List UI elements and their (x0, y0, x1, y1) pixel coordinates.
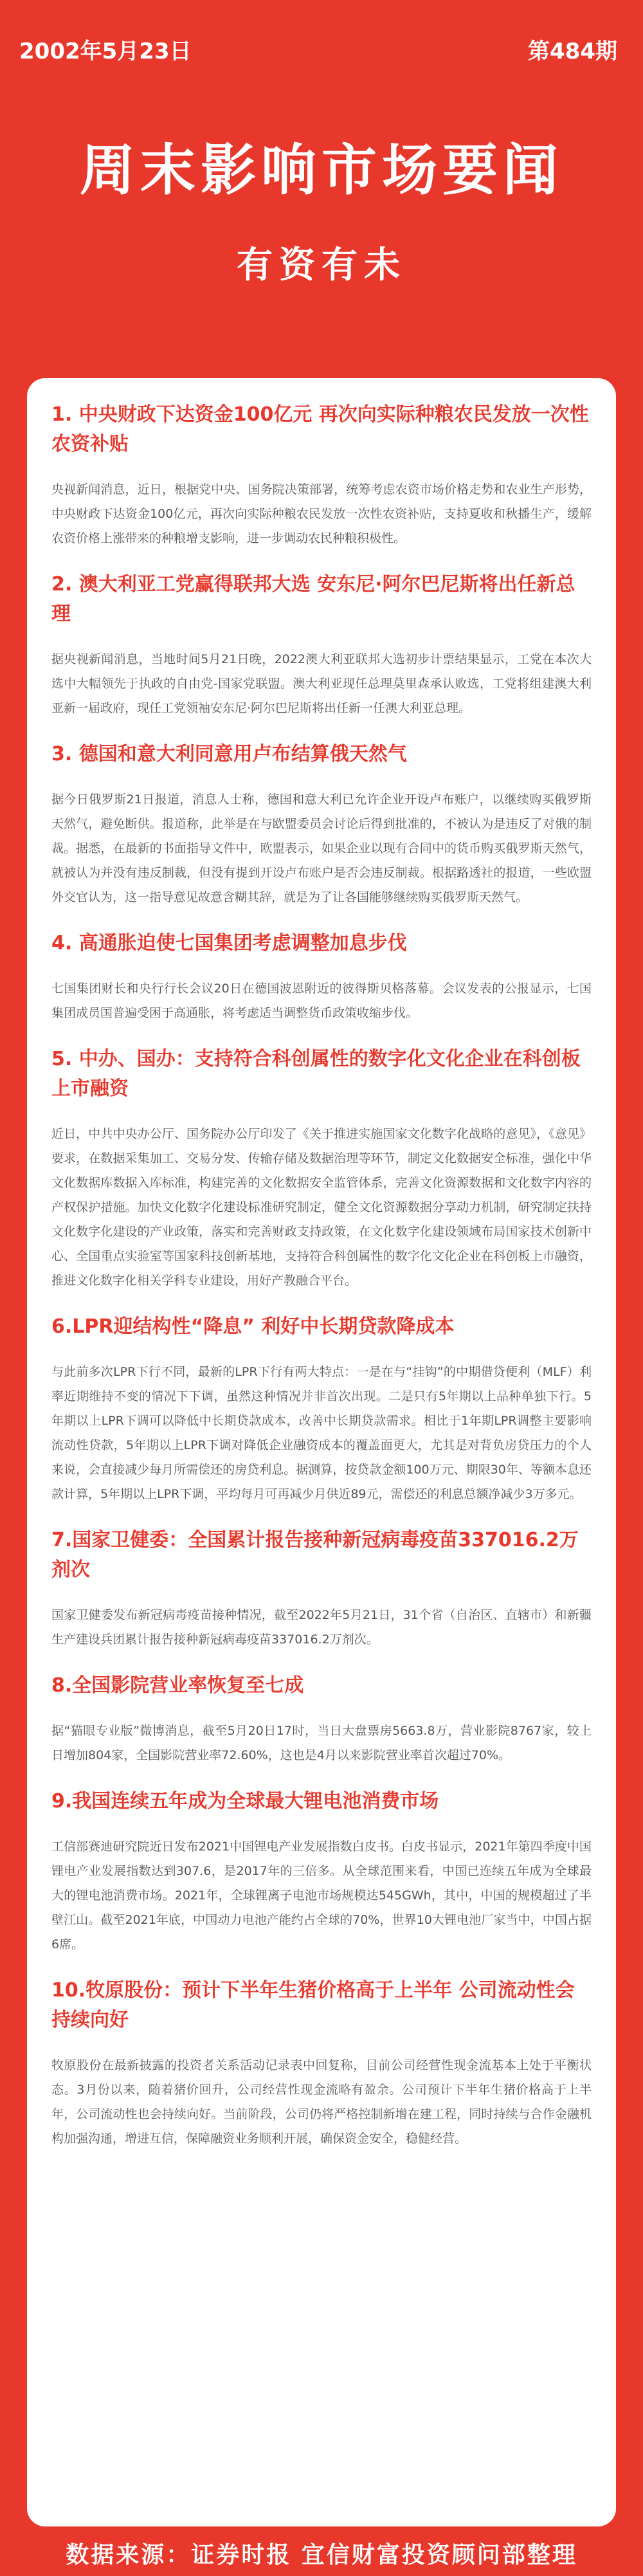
news-body: 据“猫眼专业版”微博消息，截至5月20日17时，当日大盘票房5663.8万，营业影院8767家，较上日增加804家，全国影院营业率72.60%，这也是4月以来影院营业率首次超过70%。 (51, 1724, 592, 1762)
news-heading: 9.我国连续五年成为全球最大锂电池消费市场 (51, 1790, 439, 1813)
top-bar (0, 0, 643, 96)
news-item (51, 1045, 592, 1293)
news-heading: 4. 高通胀迫使七国集团考虑调整加息步伐 (51, 932, 407, 955)
news-heading: 3. 德国和意大利同意用卢布结算俄天然气 (51, 743, 407, 765)
news-item (51, 1787, 592, 1957)
news-item (51, 1671, 592, 1768)
news-body: 国家卫健委发布新冠病毒疫苗接种情况，截至2022年5月21日，31个省（自治区、直辖市）和新疆生产建设兵团累计报告接种新冠病毒疫苗337016.2万剂次。 (51, 1608, 592, 1647)
page-subtitle: 有资有未 (237, 244, 406, 286)
news-heading: 7.国家卫健委：全国累计报告接种新冠病毒疫苗337016.2万剂次 (51, 1529, 579, 1581)
publish-date: 2002年5月23日 (19, 39, 192, 64)
news-body: 与此前多次LPR下行不同，最新的LPR下行有两大特点：一是在与“挂钩”的中期借贷便利（MLF）利率近期维持不变的情况下下调，虽然这种情况并非首次出现。二是只有5年期以上品种单独下行。5年期以上LPR下调可以降低中长期贷款成本，改善中长期贷款需求。相比于1年期LPR调整主要影响流动性贷款，5年期以上LPR下调对降低企业融资成本的覆盖面更大，尤其是对背负房贷压力的个人来说，会直接减少每月所需偿还的房贷利息。据测算，按贷款金额100万元、期限30年、等额本息还款计算，5年期以上LPR下调，平均每月可再减少月供近89元，需偿还的利息总额净减少3万多元。 (51, 1365, 592, 1501)
news-body: 央视新闻消息，近日，根据党中央、国务院决策部署，统筹考虑农资市场价格走势和农业生产形势，中央财政下达资金100亿元，再次向实际种粮农民发放一次性农资补贴，支持夏收和秋播生产，缓解农资价格上涨带来的种粮增支影响，进一步调动农民种粮积极性。 (51, 482, 592, 545)
news-item (51, 1312, 592, 1506)
page-title: 周末影响市场要闻 (80, 138, 563, 203)
news-heading: 8.全国影院营业率恢复至七成 (51, 1674, 304, 1697)
issue-number: 第484期 (528, 39, 617, 64)
news-body: 据今日俄罗斯21日报道，消息人士称，德国和意大利已允许企业开设卢布账户，以继续购买俄罗斯天然气，避免断供。报道称，此举是在与欧盟委员会讨论后得到批准的，不被认为是违反了对俄的制裁。据悉，在最新的书面指导文件中，欧盟表示，如果企业以现有合同中的货币购买俄罗斯天然气，就被认为并没有违反制裁，但没有提到开设卢布账户是否会违反制裁。根据路透社的报道，一些欧盟外交官认为，这一指导意见故意含糊其辞，就是为了让各国能够继续购买俄罗斯天然气。 (51, 792, 592, 904)
data-source: 数据来源：证券时报 宜信财富投资顾问部整理 (66, 2542, 577, 2568)
news-heading: 10.牧原股份：预计下半年生猪价格高于上半年 公司流动性会持续向好 (51, 1979, 575, 2031)
news-item (51, 1976, 592, 2151)
news-body: 七国集团财长和央行行长会议20日在德国波恩附近的彼得斯贝格落幕。会议发表的公报显示，七国集团成员国普遍受困于高通胀，将考虑适当调整货币政策收缩步伐。 (51, 982, 592, 1020)
news-heading: 5. 中办、国办：支持符合科创属性的数字化文化企业在科创板上市融资 (51, 1048, 581, 1100)
news-body: 工信部赛迪研究院近日发布2021中国锂电产业发展指数白皮书。白皮书显示，2021年第四季度中国锂电产业发展指数达到307.6，是2017年的三倍多。从全球范围来看，中国已连续五年成为全球最大的锂电池消费市场。2021年，全球锂离子电池市场规模达545GWh，其中，中国的规模超过了半壁江山。截至2021年底，中国动力电池产能约占全球的70%，世界10大锂电池厂家当中，中国占据6席。 (51, 1840, 592, 1951)
news-body: 牧原股份在最新披露的投资者关系活动记录表中回复称，目前公司经营性现金流基本上处于平衡状态。3月份以来，随着猪价回升，公司经营性现金流略有盈余。公司预计下半年生猪价格高于上半年，公司流动性也会持续向好。当前阶段，公司仍将严格控制新增在建工程，同时持续与合作金融机构加强沟通，增进互信，保障融资业务顺利开展，确保资金安全，稳健经营。 (51, 2058, 592, 2146)
news-item (51, 400, 592, 551)
news-item (51, 740, 592, 909)
news-body: 近日，中共中央办公厅、国务院办公厅印发了《关于推进实施国家文化数字化战略的意见》，《意见》要求，在数据采集加工、交易分发、传输存储及数据治理等环节，制定文化数据安全标准，强化中华文化数据库数据入库标准，构建完善的文化数据安全监管体系，完善文化资源数据和文化数字内容的产权保护措施。加快文化数字化建设标准研究制定，健全文化资源数据分享动力机制，研究制定扶持文化数字化建设的产业政策，落实和完善财政支持政策，在文化数字化建设领域布局国家技术创新中心、全国重点实验室等国家科技创新基地，支持符合科创属性的数字化文化企业在科创板上市融资，推进文化数字化相关学科专业建设，用好产教融合平台。 (51, 1127, 592, 1288)
news-item (51, 929, 592, 1025)
news-body: 据央视新闻消息，当地时间5月21日晚，2022澳大利亚联邦大选初步计票结果显示，工党在本次大选中大幅领先于执政的自由党-国家党联盟。澳大利亚现任总理莫里森承认败选，工党将组建澳大利亚新一届政府，现任工党领袖安东尼·阿尔巴尼斯将出任新一任澳大利亚总理。 (51, 652, 592, 715)
news-item (51, 1526, 592, 1652)
news-item (51, 570, 592, 720)
news-heading: 2. 澳大利亚工党赢得联邦大选 安东尼·阿尔巴尼斯将出任新总理 (51, 573, 575, 625)
news-card (27, 378, 616, 2526)
news-heading: 1. 中央财政下达资金100亿元 再次向实际种粮农民发放一次性农资补贴 (51, 403, 589, 455)
news-heading: 6.LPR迎结构性“降息” 利好中长期贷款降成本 (51, 1315, 455, 1338)
